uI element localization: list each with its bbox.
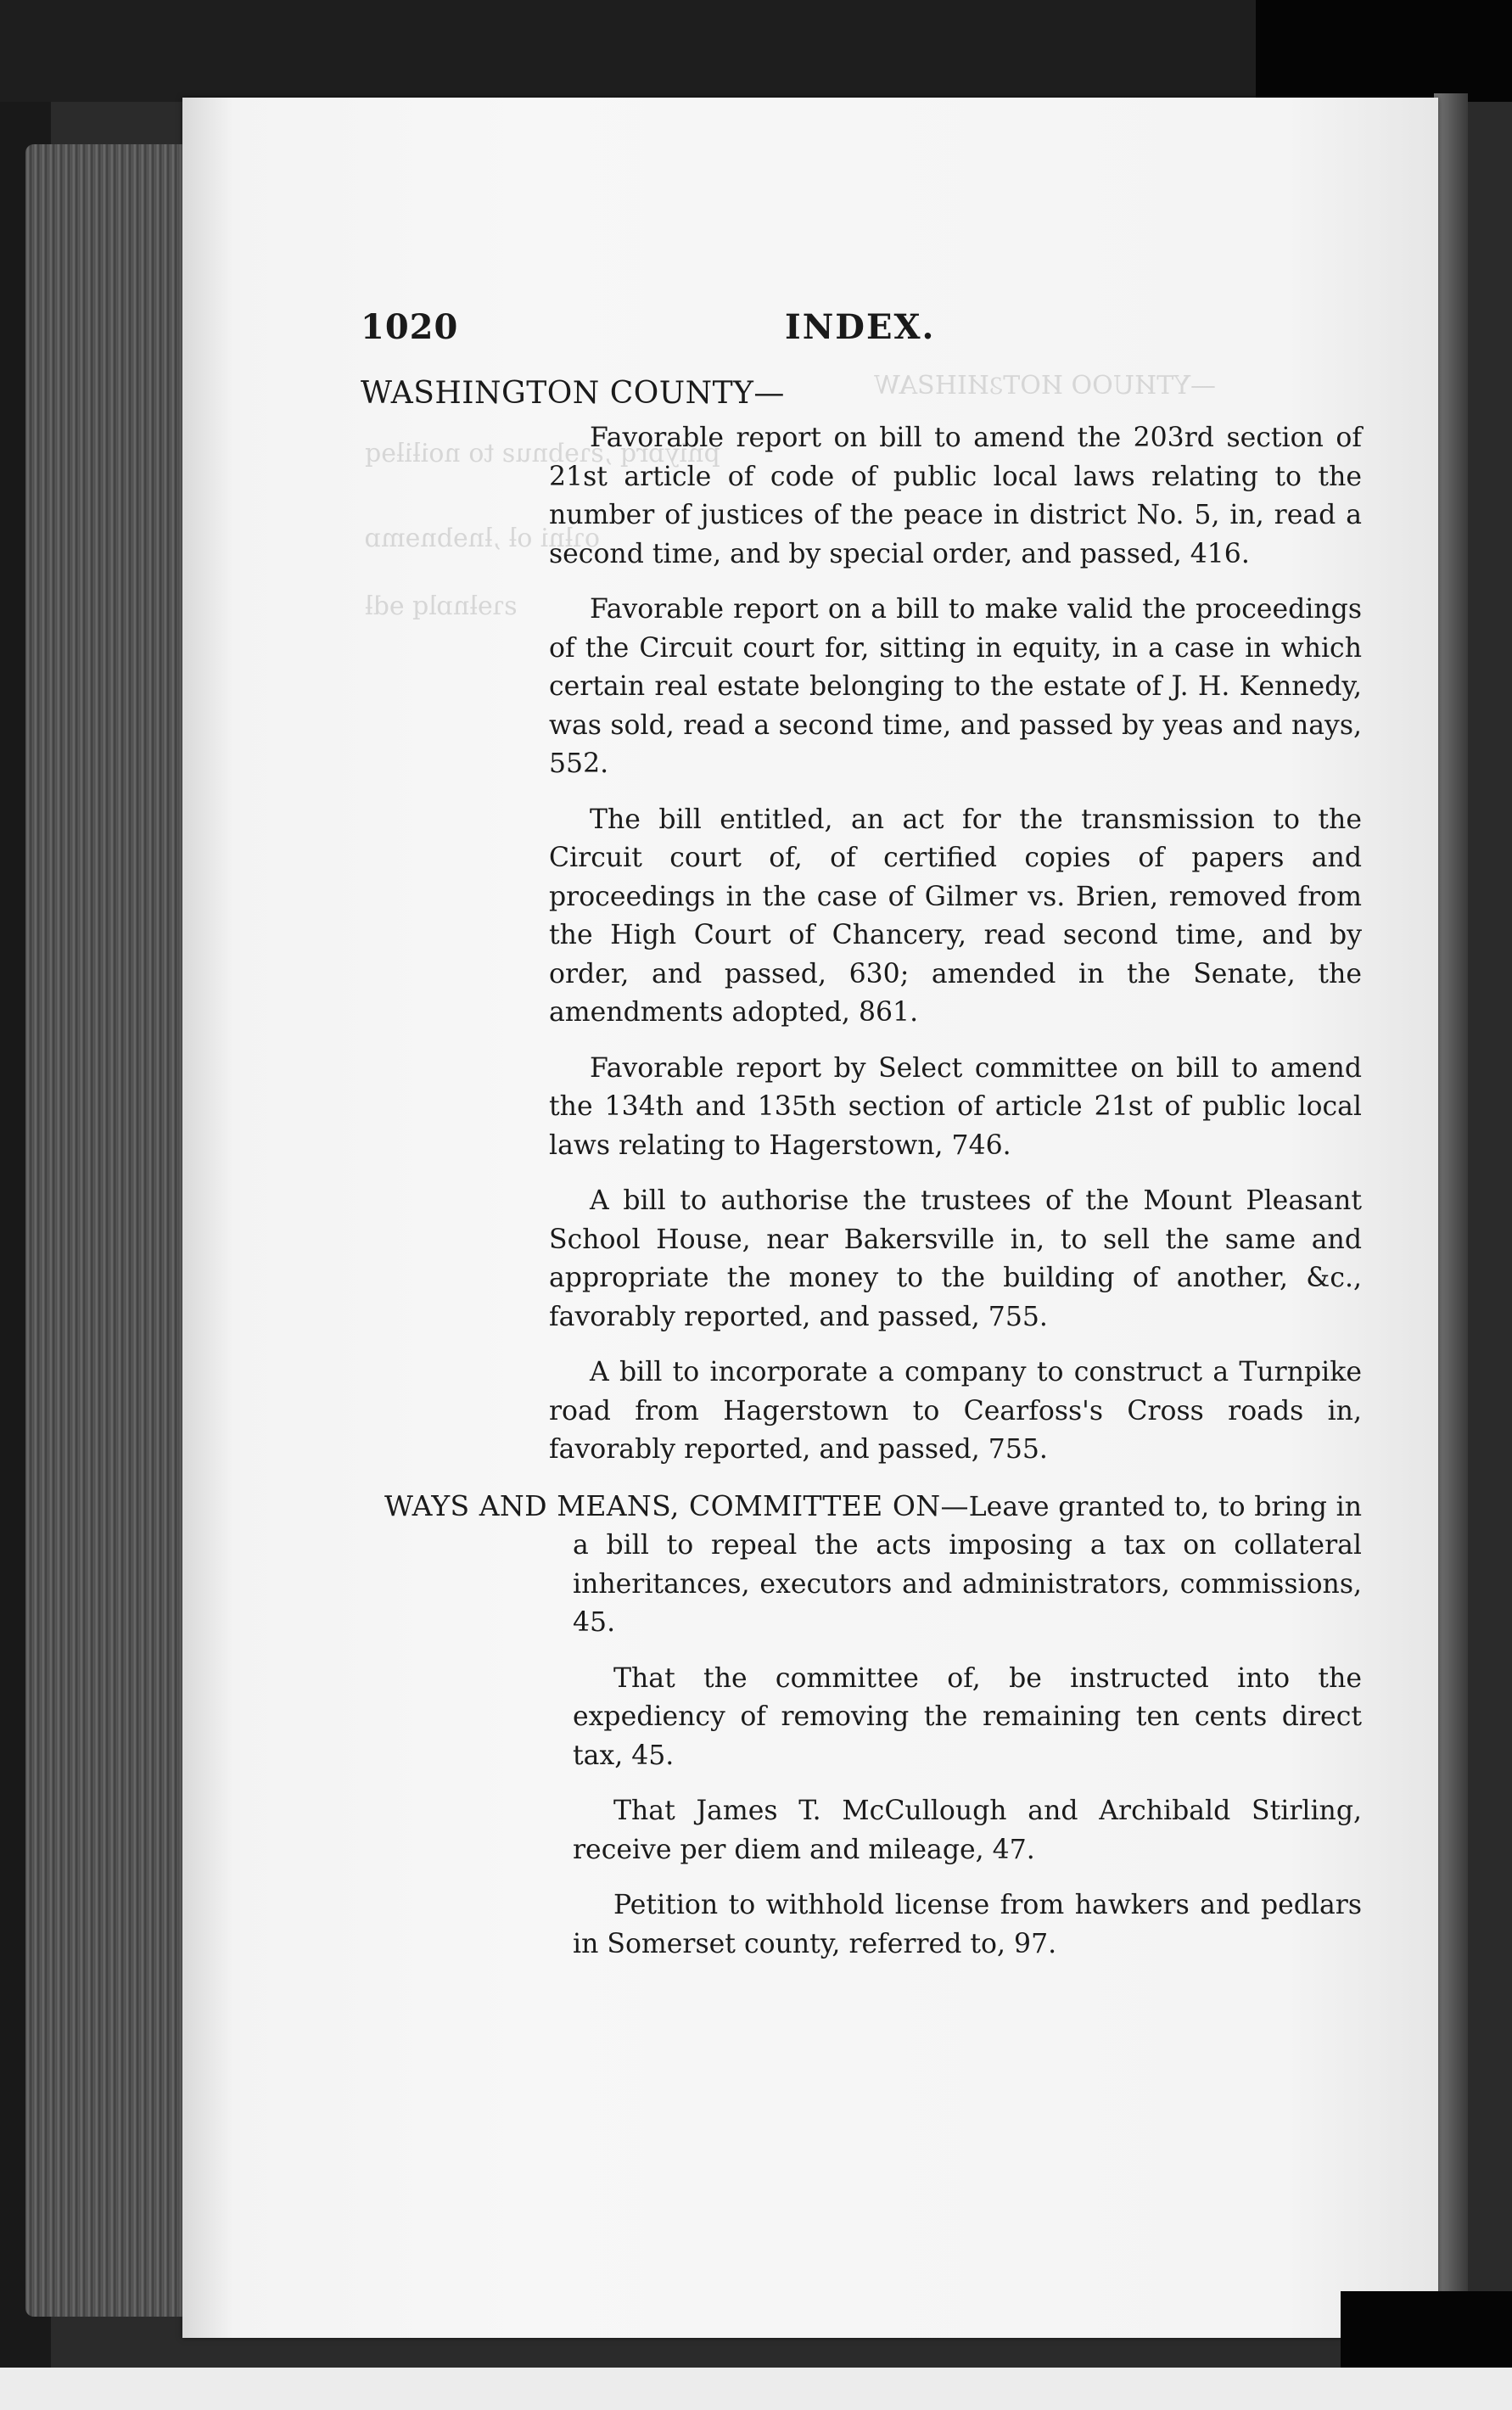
index-entry: A bill to incorporate a company to construct a Turnpike road from Hagerstown to Cearfoss's Cross roads in, favorably reported, and passed, 755. — [549, 1357, 1362, 1465]
bleed-through-text: ƨɿɘƚnɒlq ɘdƚ — [365, 591, 518, 621]
index-entry: Petition to withhold license from hawkers and pedlars in Somerset county, referred to, 97. — [573, 1890, 1362, 1959]
page-header — [361, 307, 1362, 358]
bleed-through-text: —YTИUOO ИOTϨИIHƧAW — [874, 371, 1217, 401]
index-entry: That the committee of, be instructed into the expediency of removing the remaining ten cents direct tax, 45. — [573, 1662, 1362, 1771]
index-entry: Favorable report on bill to amend the 203rd section of 21st article of code of public local laws relating to the number of justices of the peace in district No. 5, in, read a second time, and by special order, and passed, 416. — [549, 423, 1362, 569]
book-page-edges — [25, 144, 204, 2317]
bleed-through-text: pniyɒrq ,ƨɿɘbnuƨ to noiƚiƚɘq — [365, 439, 720, 468]
index-entry: Favorable report on a bill to make valid the proceedings of the Circuit court for, sitting in equity, in a case in which certain real estate belonging to the estate of J. H. Kennedy, was sold, read a second time, and passed by yeas and nays, 552. — [549, 594, 1362, 779]
scanner-bottom-strip — [0, 2368, 1512, 2410]
bleed-through-text: oɿƚni oƚ ,ƚnɘbnɘmɒ — [365, 524, 601, 553]
book-binding — [1434, 93, 1468, 2342]
running-head: INDEX. — [785, 307, 936, 347]
ways-and-means-first-entry: Leave granted to, to bring in a bill to repeal the acts imposing a tax on collateral inheritances, executors and administrators, commissions, 45. — [573, 1491, 1362, 1638]
index-entry: That James T. McCullough and Archibald Stirling, receive per diem and mileage, 47. — [573, 1796, 1362, 1865]
page-number: 1020 — [361, 307, 459, 347]
ways-and-means-heading: WAYS AND MEANS, COMMITTEE ON— — [384, 1488, 969, 1522]
scan-border-top — [1256, 0, 1512, 102]
index-entry: The bill entitled, an act for the transmission to the Circuit court of, of certified copies of papers and proceedings in the case of Gilmer vs. Brien, removed from the High Court of Chancery, read second time, and by order, and passed, 630; amended in the Senate, the amendments adopted, 861. — [549, 804, 1362, 1028]
index-entry: A bill to authorise the trustees of the Mount Pleasant School House, near Bakersville in, to sell the same and appropriate the money to the building of another, &c., favorably reported, and passed, 755. — [549, 1185, 1362, 1332]
index-entry: Favorable report by Select committee on bill to amend the 134th and 135th section of article 21st of public local laws relating to Hagerstown, 746. — [549, 1052, 1362, 1161]
index-body — [361, 373, 1362, 1981]
washington-county-heading: WASHINGTON COUNTY— — [361, 376, 785, 411]
ways-and-means-entry — [361, 1487, 1362, 1643]
